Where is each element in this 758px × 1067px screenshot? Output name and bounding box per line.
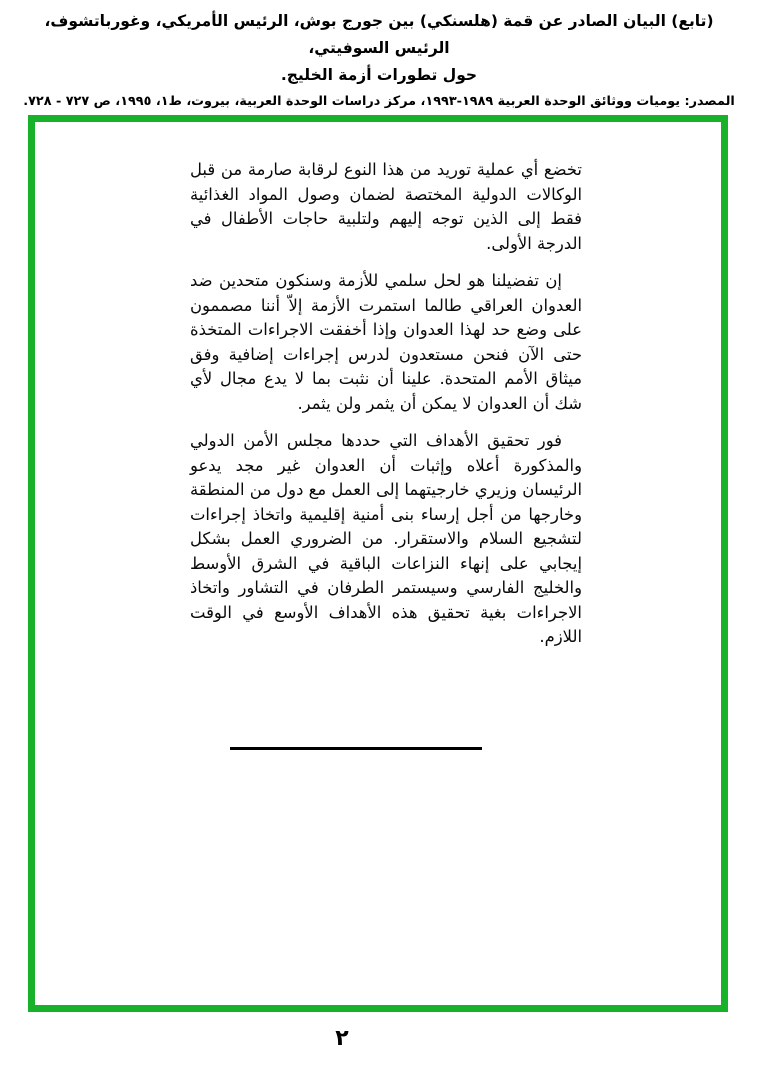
header-title-line2: حول تطورات أزمة الخليج. <box>280 66 478 84</box>
paragraph-1: تخضع أي عملية توريد من هذا النوع لرقابة صارمة من قبل الوكالات الدولية المختصة لضمان وصول المواد الغذائية فقط إلى الذين توجه إليهم ولتلبية حاجات الأطفال في الدرجة الأولى. <box>190 160 582 253</box>
paragraph-3: فور تحقيق الأهداف التي حددها مجلس الأمن الدولي والمذكورة أعلاه وإثبات أن العدوان غير مجد يدعو الرئيسان وزيري خارجيتهما إلى العمل مع دول من المنطقة وخارجها من أجل إرساء بنى أمنية إقليمية واتخاذ إجراءات لتشجيع السلام والاستقرار. من الضروري العمل بشكل إيجابي على إنهاء النزاعات الباقية في الشرق الأوسط والخليج الفارسي وسيستمر الطرفان في التشاور واتخاذ الاجراءات بغية تحقيق هذه الأهداف الأوسع في الوقت اللازم. <box>190 431 582 646</box>
header-source-citation: المصدر: يوميات ووثائق الوحدة العربية ١٩٨٩-١٩٩٣، مركز دراسات الوحدة العربية، بيروت، ط١، ١٩٩٥، ص ٧٢٧ - ٧٢٨. <box>23 94 735 109</box>
document-header <box>0 8 758 114</box>
section-divider-rule <box>230 747 482 750</box>
header-title-line1: (تابع) البيان الصادر عن قمة (هلسنكي) بين جورج بوش، الرئيس الأمريكي، وغورباتشوف، الرئيس السوفيتي، <box>44 12 714 57</box>
highlighted-page-frame <box>28 115 728 1012</box>
page-number: ٢ <box>335 1026 349 1051</box>
document-text-block <box>190 158 582 663</box>
paragraph-2: إن تفضيلنا هو لحل سلمي للأزمة وسنكون متحدين ضد العدوان العراقي طالما استمرت الأزمة إلاّ أننا مصممون على وضع حد لهذا العدوان وإذا أخفقت الاجراءات المتخذة حتى الآن فنحن مستعدون لدرس إجراءات إضافية وفق ميثاق الأمم المتحدة. علينا أن نثبت بما لا يدع مجال لأي شك أن العدوان لا يمكن أن يثمر ولن يثمر. <box>190 271 582 413</box>
